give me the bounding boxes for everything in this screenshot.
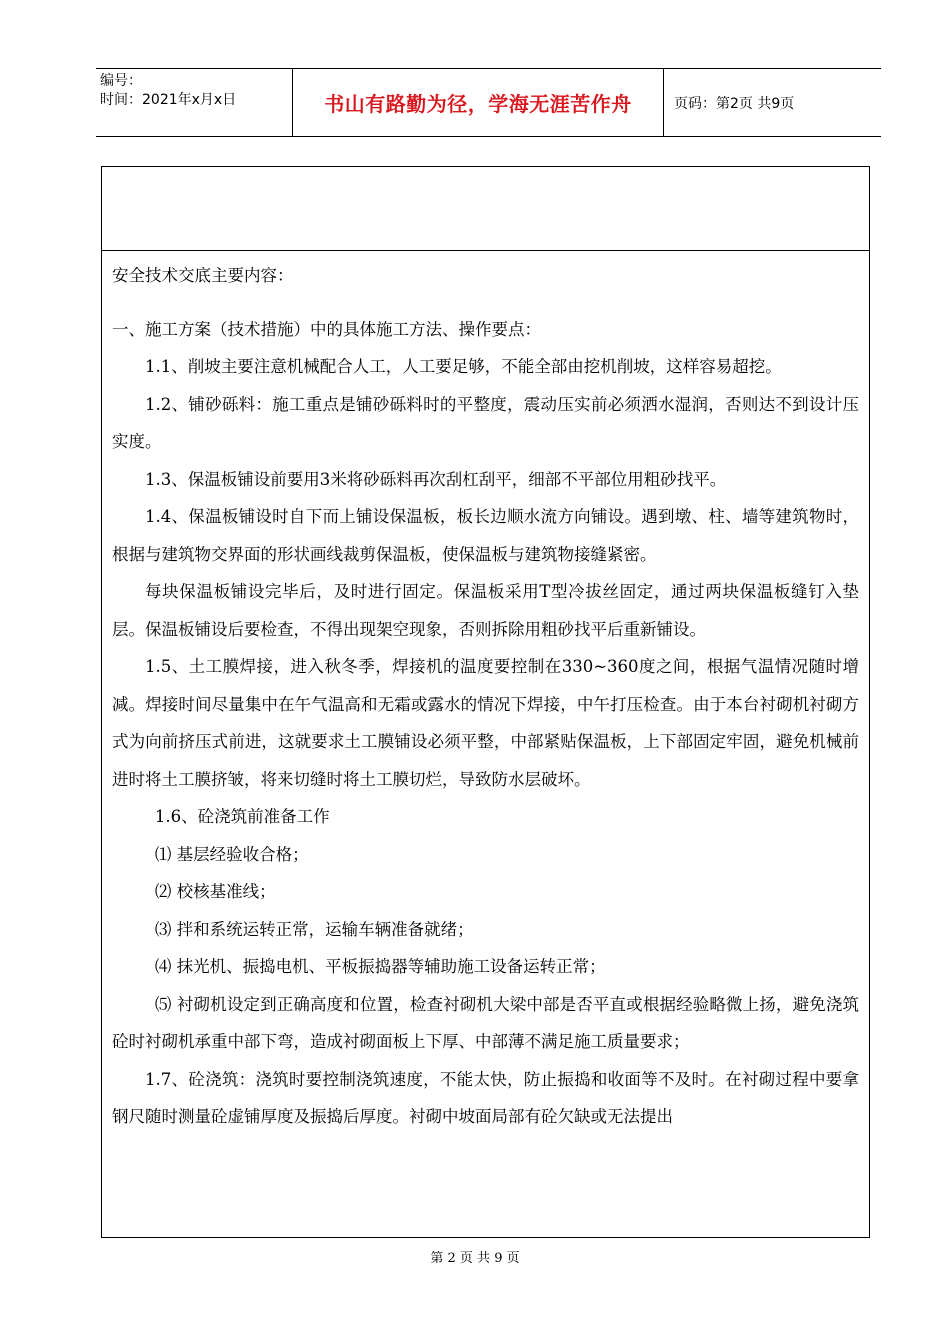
list-item: ⑴ 基层经验收合格；: [154, 844, 309, 864]
paragraph-1-6: 1.6、砼浇筑前准备工作: [154, 807, 330, 826]
content-title: 安全技术交底主要内容：: [112, 266, 294, 285]
paragraph-1-1: 1.1、削坡主要注意机械配合人工，人工要足够，不能全部由挖机削坡，这样容易超挖。: [145, 357, 782, 376]
header-divider: [663, 69, 664, 136]
paragraph-1-3: 1.3、保温板铺设前要用3米将砂砾料再次刮杠刮平，细部不平部位用粗砂找平。: [145, 469, 727, 489]
paragraph-1-5: 1.5、土工膜焊接，进入秋冬季，焊接机的温度要控制在330~360度之间，根据气温情况随时增减。焊接时间尽量集中在午气温高和无霜或露水的情况下焊接，中午打压检查。由于本台衬砌机衬砌方式为向前挤压式前进，这就要求土工膜铺设必须平整，中部紧贴保温板，上下部固定牢固，避免机械前进时将土工膜挤皱，将来切缝时将土工膜切烂，导致防水层破坏。: [112, 657, 859, 789]
header-info: [96, 69, 292, 136]
page-header: [96, 68, 881, 137]
page-footer: 第 2 页 共 9 页: [430, 1251, 520, 1266]
paragraph-1-4: 1.4、保温板铺设时自下而上铺设保温板，板长边顺水流方向铺设。遇到墩、柱、墙等建筑物时，根据与建筑物交界面的形状画线裁剪保温板，使保温板与建筑物接缝紧密。: [112, 507, 859, 564]
paragraph-1-4-continued: 每块保温板铺设完毕后，及时进行固定。保温板采用T型冷拔丝固定，通过两块保温板缝钉入垫层。保温板铺设后要检查，不得出现架空现象，否则拆除用粗砂找平后重新铺设。: [112, 582, 859, 639]
document-content: [102, 251, 869, 1136]
document-table: [101, 166, 870, 1238]
list-item: ⑵ 校核基准线；: [154, 882, 276, 901]
paragraph-1-7: 1.7、砼浇筑：浇筑时要控制浇筑速度，不能太快，防止振捣和收面等不及时。在衬砌过程中要拿钢尺随时测量砼虚铺厚度及振捣后厚度。衬砌中坡面局部有砼欠缺或无法提出: [112, 1069, 859, 1126]
document-time-label: 时间：2021年x月x日: [100, 92, 237, 108]
header-motto: 书山有路勤为径，学海无涯苦作舟: [324, 92, 632, 116]
paragraph-1-2: 1.2、铺砂砾料：施工重点是铺砂砾料时的平整度，震动压实前必须洒水湿润，否则达不到设计压实度。: [112, 394, 859, 451]
spacer: [112, 295, 859, 311]
list-item: ⑸ 衬砌机设定到正确高度和位置，检查衬砌机大梁中部是否平直或根据经验略微上扬，避免浇筑砼时衬砌机承重中部下弯，造成衬砌面板上下厚、中部薄不满足施工质量要求；: [112, 994, 859, 1051]
blank-table-row: [102, 167, 869, 251]
section-heading: 一、施工方案（技术措施）中的具体施工方法、操作要点：: [112, 319, 541, 339]
list-item: ⑷ 抹光机、振捣电机、平板振捣器等辅助施工设备运转正常；: [154, 957, 606, 976]
document-number-label: 编号：: [100, 73, 142, 89]
header-page-number: 页码：第2页 共9页: [674, 95, 795, 112]
list-item: ⑶ 拌和系统运转正常，运输车辆准备就绪；: [154, 919, 474, 939]
